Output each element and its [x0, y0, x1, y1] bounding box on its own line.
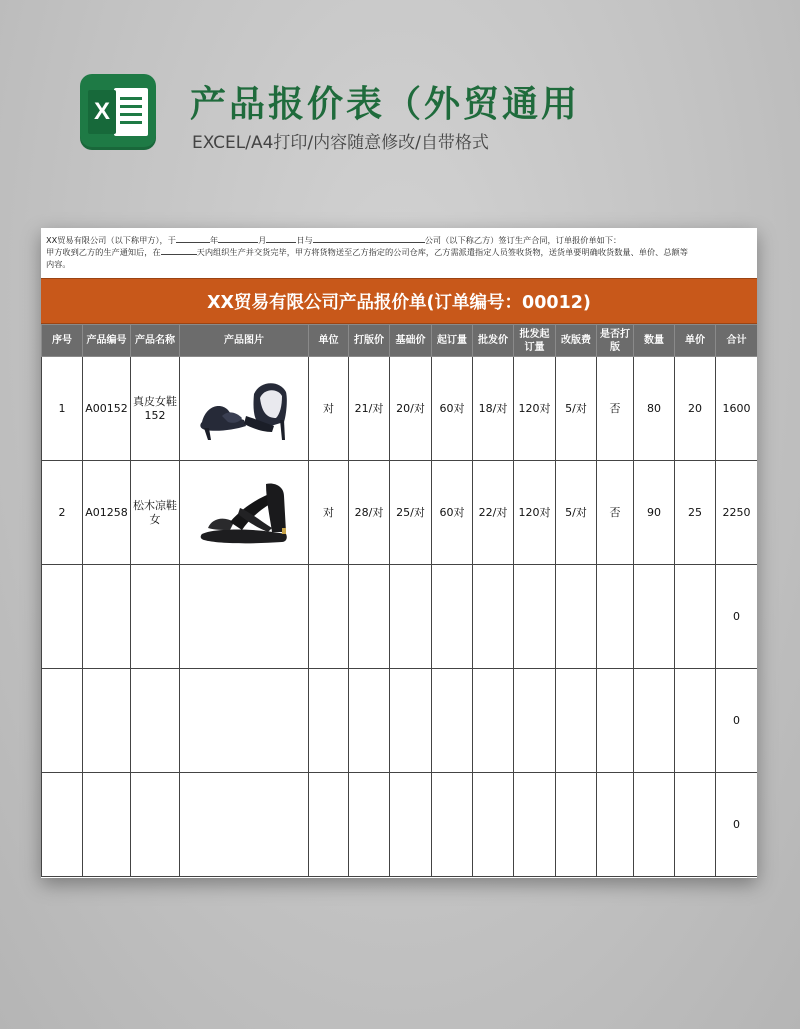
- table-row: [42, 565, 758, 669]
- cell-image[interactable]: [180, 773, 309, 877]
- cell-no[interactable]: 2: [42, 461, 83, 565]
- header-row: [42, 325, 758, 357]
- cell-wholesale[interactable]: [473, 773, 514, 877]
- col-header: 数量: [634, 325, 675, 357]
- blank-field: [313, 234, 425, 243]
- col-header: 产品编号: [83, 325, 131, 357]
- table-row: [42, 461, 758, 565]
- excel-logo-icon: [80, 74, 156, 150]
- col-header: 产品图片: [180, 325, 309, 357]
- intro-text: 日与: [296, 235, 313, 245]
- col-header: 打版价: [349, 325, 390, 357]
- cell-code[interactable]: [83, 669, 131, 773]
- col-header: 单位: [309, 325, 349, 357]
- cell-price[interactable]: 20: [675, 357, 716, 461]
- intro-line-3: 内容。: [46, 259, 71, 269]
- cell-code[interactable]: A01258: [83, 461, 131, 565]
- cell-base-price[interactable]: 20/对: [390, 357, 432, 461]
- cell-code[interactable]: [83, 565, 131, 669]
- cell-price[interactable]: [675, 669, 716, 773]
- cell-revision-fee[interactable]: [556, 773, 597, 877]
- col-header: 合计: [716, 325, 758, 357]
- cell-sample-price[interactable]: [349, 773, 390, 877]
- blank-field: [176, 234, 210, 243]
- sheet-banner: XX贸易有限公司产品报价单(订单编号：00012): [41, 278, 757, 324]
- table-row: [42, 669, 758, 773]
- cell-sampling[interactable]: [597, 669, 634, 773]
- cell-base-price[interactable]: [390, 773, 432, 877]
- quotation-sheet: [41, 228, 757, 878]
- cell-moq[interactable]: 60对: [432, 461, 473, 565]
- cell-sampling[interactable]: [597, 565, 634, 669]
- excel-sheet-graphic: [114, 88, 148, 136]
- cell-unit[interactable]: [309, 773, 349, 877]
- col-header: 基础价: [390, 325, 432, 357]
- cell-base-price[interactable]: [390, 565, 432, 669]
- cell-moq[interactable]: [432, 773, 473, 877]
- cell-unit[interactable]: [309, 669, 349, 773]
- intro-text: XX贸易有限公司（以下称甲方），于: [46, 235, 176, 245]
- cell-name[interactable]: [131, 565, 180, 669]
- intro-text: 月: [258, 235, 267, 245]
- cell-qty[interactable]: 90: [634, 461, 675, 565]
- cell-sampling[interactable]: 否: [597, 357, 634, 461]
- cell-unit[interactable]: [309, 565, 349, 669]
- cell-image[interactable]: [180, 565, 309, 669]
- cell-sample-price[interactable]: [349, 669, 390, 773]
- intro-text: 天内组织生产并交货完毕，甲方将货物送至乙方指定的公司仓库，乙方需派遣指定人员签收货物，送货单要明确收货数量、单价、总额等: [196, 247, 688, 257]
- col-header: 起订量: [432, 325, 473, 357]
- cell-revision-fee[interactable]: 5/对: [556, 357, 597, 461]
- cell-moq[interactable]: [432, 669, 473, 773]
- cell-qty[interactable]: [634, 669, 675, 773]
- cell-total[interactable]: 0: [716, 773, 758, 877]
- cell-name[interactable]: [131, 773, 180, 877]
- col-header: 单价: [675, 325, 716, 357]
- cell-total[interactable]: 0: [716, 669, 758, 773]
- cell-total[interactable]: 1600: [716, 357, 758, 461]
- quote-table: [41, 324, 757, 877]
- intro-text: 公司（以下称乙方）签订生产合同，订单报价单如下：: [424, 235, 622, 245]
- cell-unit[interactable]: 对: [309, 357, 349, 461]
- cell-moq[interactable]: 60对: [432, 357, 473, 461]
- cell-base-price[interactable]: [390, 669, 432, 773]
- cell-sample-price[interactable]: [349, 565, 390, 669]
- cell-wholesale[interactable]: 18/对: [473, 357, 514, 461]
- intro-line-1: [46, 234, 753, 246]
- cell-price[interactable]: [675, 565, 716, 669]
- intro-text: 甲方收到乙方的生产通知后，在: [46, 247, 161, 257]
- cell-wholesale-moq[interactable]: 120对: [514, 461, 556, 565]
- cell-moq[interactable]: [432, 565, 473, 669]
- blank-field: [266, 234, 296, 243]
- intro-text: 年: [209, 235, 219, 245]
- cell-sampling[interactable]: [597, 773, 634, 877]
- hero-subtitle: EXCEL/A4打印/内容随意修改/自带格式: [192, 133, 489, 153]
- col-header: 批发价: [473, 325, 514, 357]
- contract-intro: [41, 228, 757, 278]
- cell-wholesale-moq[interactable]: 120对: [514, 357, 556, 461]
- blank-field: [161, 246, 197, 255]
- cell-unit[interactable]: 对: [309, 461, 349, 565]
- cell-no[interactable]: [42, 565, 83, 669]
- col-header: 是否打版: [597, 325, 634, 357]
- cell-wholesale-moq[interactable]: [514, 773, 556, 877]
- cell-wholesale-moq[interactable]: [514, 669, 556, 773]
- col-header: 批发起订量: [514, 325, 556, 357]
- table-row: [42, 357, 758, 461]
- cell-price[interactable]: 25: [675, 461, 716, 565]
- cell-name[interactable]: 真皮女鞋152: [131, 357, 180, 461]
- high-heel-sandal-icon: [194, 376, 294, 442]
- cell-image[interactable]: [180, 669, 309, 773]
- cell-wholesale[interactable]: 22/对: [473, 461, 514, 565]
- cell-qty[interactable]: [634, 565, 675, 669]
- cell-sampling[interactable]: 否: [597, 461, 634, 565]
- cell-revision-fee[interactable]: [556, 669, 597, 773]
- cell-image[interactable]: [180, 357, 309, 461]
- cell-revision-fee[interactable]: 5/对: [556, 461, 597, 565]
- cell-sample-price[interactable]: 21/对: [349, 357, 390, 461]
- cell-qty[interactable]: [634, 773, 675, 877]
- cell-total[interactable]: 0: [716, 565, 758, 669]
- intro-line-2: [46, 246, 753, 258]
- cell-name[interactable]: [131, 669, 180, 773]
- cell-price[interactable]: [675, 773, 716, 877]
- cell-no[interactable]: [42, 669, 83, 773]
- cell-revision-fee[interactable]: [556, 565, 597, 669]
- cell-wholesale[interactable]: [473, 669, 514, 773]
- hero-title: 产品报价表（外贸通用: [190, 84, 581, 125]
- col-header: 序号: [42, 325, 83, 357]
- cell-qty[interactable]: 80: [634, 357, 675, 461]
- cell-sample-price[interactable]: 28/对: [349, 461, 390, 565]
- cell-total[interactable]: 2250: [716, 461, 758, 565]
- cell-no[interactable]: [42, 773, 83, 877]
- cell-code[interactable]: A00152: [83, 357, 131, 461]
- flat-sandal-icon: [194, 478, 294, 548]
- blank-field: [218, 234, 258, 243]
- cell-wholesale[interactable]: [473, 565, 514, 669]
- cell-name[interactable]: 松木凉鞋女: [131, 461, 180, 565]
- cell-no[interactable]: 1: [42, 357, 83, 461]
- col-header: 改版费: [556, 325, 597, 357]
- table-row: [42, 773, 758, 877]
- cell-code[interactable]: [83, 773, 131, 877]
- excel-x-mark: X: [88, 90, 116, 134]
- cell-image[interactable]: [180, 461, 309, 565]
- cell-wholesale-moq[interactable]: [514, 565, 556, 669]
- cell-base-price[interactable]: 25/对: [390, 461, 432, 565]
- col-header: 产品名称: [131, 325, 180, 357]
